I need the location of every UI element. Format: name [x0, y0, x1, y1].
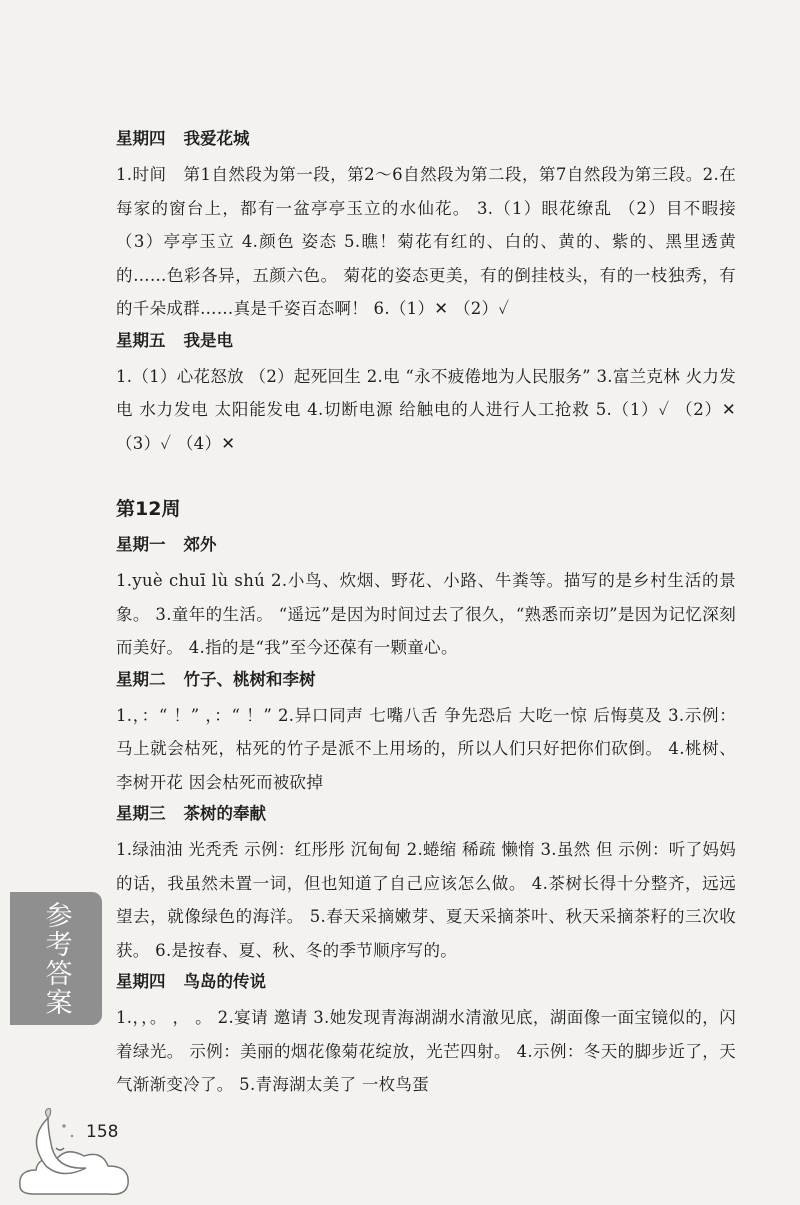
page-number: 158: [86, 1122, 119, 1142]
heading-day: 星期二: [116, 669, 166, 689]
answer-text: 1.绿油油 光秃秃 示例：红彤彤 沉甸甸 2.蜷缩 稀疏 懒惰 3.虽然 但 示例：听了妈妈的话，我虽然未置一词，但也知道了自己应该怎么做。 4.茶树长得十分整齐，远远望去，就像绿色的海洋。 5.春天采摘嫩芽、夏天采摘茶叶、秋天采摘茶籽的三次收获。 6.是按春、夏、秋、冬的季节顺序写的。: [116, 840, 736, 960]
answer-text: 1.时间 第1自然段为第一段，第2～6自然段为第二段，第7自然段为第三段。2.在每家的窗台上，都有一盆亭亭玉立的水仙花。 3.（1）眼花缭乱 （2）目不暇接 （3）亭亭玉立 4.颜色 姿态 5.瞧！菊花有红的、白的、黄的、紫的、黑里透黄的……色彩各异，五颜六色。 菊花的姿态更美，有的倒挂枝头，有的一枝独秀，有的千朵成群……真是千姿百态啊！ 6.（1）✕ （2）✓: [116, 165, 736, 318]
heading-title: 我是电: [183, 330, 233, 350]
section-heading: [116, 803, 736, 825]
heading-day: 星期四: [116, 129, 166, 148]
heading-title: 茶树的奉献: [183, 804, 266, 823]
answer-content: [116, 128, 736, 1106]
section-heading: [116, 330, 736, 352]
section-heading: [116, 669, 736, 691]
heading-title: 鸟岛的传说: [183, 972, 266, 991]
answer-text: 1.，：“ ！” ，：“ ！” 2.异口同声 七嘴八舌 争先恐后 大吃一惊 后悔莫及 3.示例：马上就会枯死，枯死的竹子是派不上用场的，所以人们只好把你们砍倒。 4.桃树、李树开花 因会枯死而被砍掉: [116, 705, 736, 792]
heading-day: 星期五: [116, 330, 166, 350]
section-heading: [116, 534, 736, 556]
heading-day: 星期一: [116, 535, 166, 554]
heading-day: 星期四: [116, 972, 166, 991]
sidebar-tab: [10, 892, 102, 1025]
answer-text: 1.（1）心花怒放 （2）起死回生 2.电 “永不疲倦地为人民服务” 3.富兰克林 火力发电 水力发电 太阳能发电 4.切断电源 给触电的人进行人工抢救 5.（1）✓ （2）✕ （3）✓ （4）✕: [116, 366, 736, 453]
week-title: 第12周: [116, 498, 181, 520]
moon-cloud-icon: [12, 1108, 142, 1198]
heading-day: 星期三: [116, 804, 166, 823]
answer-text: 1.，，。 ， 。 2.宴请 邀请 3.她发现青海湖湖水清澈见底，湖面像一面宝镜似的，闪着绿光。 示例：美丽的烟花像菊花绽放，光芒四射。 4.示例：冬天的脚步近了，天气渐渐变冷了。 5.青海湖太美了 一枚鸟蛋: [116, 1008, 736, 1094]
section-heading: [116, 128, 736, 150]
heading-title: 我爱花城: [183, 129, 250, 148]
answer-text: 1.yuè chuī lù shú 2.小鸟、炊烟、野花、小路、牛粪等。描写的是乡村生活的景象。 3.童年的生活。 “遥远”是因为时间过去了很久，“熟悉而亲切”是因为记忆深刻而美好。 4.指的是“我”至今还葆有一颗童心。: [116, 571, 736, 657]
heading-title: 竹子、桃树和李树: [183, 669, 316, 689]
sidebar-label: 参考答案: [40, 900, 72, 1017]
heading-title: 郊外: [183, 535, 217, 554]
section-heading: [116, 971, 736, 993]
